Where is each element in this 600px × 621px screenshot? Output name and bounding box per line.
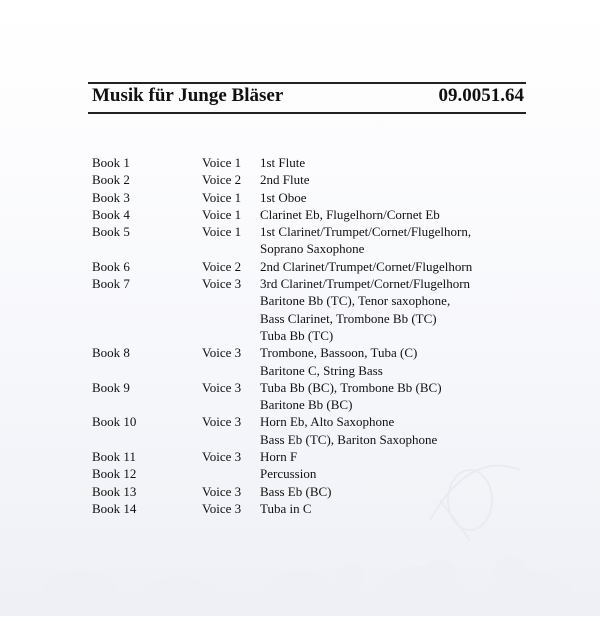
book-number: Book 6 [92, 258, 130, 274]
book-number: Book 7 [92, 276, 130, 292]
book-number: Book 14 [92, 500, 137, 516]
voice-number: Voice 2 [202, 172, 242, 188]
instrument-line: Soprano Saxophone [260, 241, 365, 257]
instrument-list [260, 379, 442, 414]
instrument-line: 2nd Flute [260, 172, 310, 188]
list-item [92, 344, 472, 379]
book-number: Book 12 [92, 466, 137, 482]
voice-number: Voice 2 [202, 258, 242, 274]
instrument-list [260, 483, 332, 500]
instrument-list [260, 465, 316, 482]
instrument-line: Baritone C, String Bass [260, 362, 383, 378]
instrument-list [260, 206, 440, 223]
book-number: Book 13 [92, 483, 137, 499]
instrument-line: Tuba Bb (BC), Trombone Bb (BC) [260, 379, 442, 395]
instrument-list [260, 189, 307, 206]
instrument-list [260, 500, 312, 517]
book-number: Book 3 [92, 189, 130, 205]
document-header [92, 85, 524, 111]
book-number: Book 10 [92, 414, 137, 430]
instrument-list [260, 275, 470, 344]
voice-number: Voice 3 [202, 276, 242, 292]
instrument-line: 3rd Clarinet/Trumpet/Cornet/Flugelhorn [260, 276, 471, 292]
instrument-list [260, 413, 437, 448]
list-item [92, 465, 472, 482]
instrument-line: Tuba in C [260, 500, 312, 516]
voice-number: Voice 1 [202, 224, 242, 240]
instrument-list [260, 448, 297, 465]
list-item [92, 189, 472, 206]
voice-number: Voice 3 [202, 414, 242, 430]
voice-number: Voice 1 [202, 206, 242, 222]
voice-number: Voice 3 [202, 449, 242, 465]
instrument-line: Bass Clarinet, Trombone Bb (TC) [260, 310, 437, 326]
voice-number [202, 465, 260, 482]
instrument-line: Percussion [260, 466, 317, 482]
instrument-line: Trombone, Bassoon, Tuba (C) [260, 345, 418, 361]
header-bottom-rule [88, 112, 526, 114]
book-number: Book 2 [92, 172, 130, 188]
voice-number: Voice 1 [202, 189, 242, 205]
list-item [92, 154, 472, 171]
instrument-line: Bass Eb (TC), Bariton Saxophone [260, 431, 438, 447]
voice-number: Voice 3 [202, 483, 242, 499]
instrument-line: Clarinet Eb, Flugelhorn/Cornet Eb [260, 206, 440, 222]
voice-number: Voice 3 [202, 500, 242, 516]
list-item [92, 206, 472, 223]
book-number: Book 8 [92, 345, 130, 361]
voice-number: Voice 3 [202, 379, 242, 395]
list-item [92, 413, 472, 448]
instrument-line: Horn F [260, 449, 298, 465]
instrument-line: Baritone Bb (BC) [260, 397, 353, 413]
book-number: Book 1 [92, 155, 130, 170]
instrument-line: 1st Clarinet/Trumpet/Cornet/Flugelhorn, [260, 224, 472, 240]
instrument-line: Horn Eb, Alto Saxophone [260, 414, 395, 430]
publication-title: Musik für Junge Bläser [92, 85, 284, 106]
list-item [92, 258, 472, 275]
list-item [92, 448, 472, 465]
instrument-line: Tuba Bb (TC) [260, 327, 334, 343]
book-number: Book 4 [92, 206, 130, 222]
book-list [92, 154, 472, 517]
instrument-line: 1st Oboe [260, 189, 307, 205]
list-item [92, 223, 472, 258]
list-item [92, 500, 472, 517]
instrument-line: 2nd Clarinet/Trumpet/Cornet/Flugelhorn [260, 258, 473, 274]
instrument-list [260, 171, 309, 188]
voice-number: Voice 3 [202, 345, 242, 361]
list-item [92, 275, 472, 344]
voice-number: Voice 1 [202, 155, 242, 170]
list-item [92, 379, 472, 414]
instrument-line: Bass Eb (BC) [260, 483, 332, 499]
instrument-list [260, 154, 305, 171]
header-top-rule [88, 82, 526, 84]
book-number: Book 11 [92, 449, 136, 465]
instrument-line: Baritone Bb (TC), Tenor saxophone, [260, 293, 451, 309]
instrument-line: 1st Flute [260, 155, 306, 170]
instrument-list [260, 344, 417, 379]
list-item [92, 171, 472, 188]
book-number: Book 9 [92, 379, 130, 395]
catalog-number: 09.0051.64 [438, 85, 524, 106]
instrument-list [260, 223, 471, 258]
instrument-list [260, 258, 472, 275]
list-item [92, 483, 472, 500]
book-number: Book 5 [92, 224, 130, 240]
